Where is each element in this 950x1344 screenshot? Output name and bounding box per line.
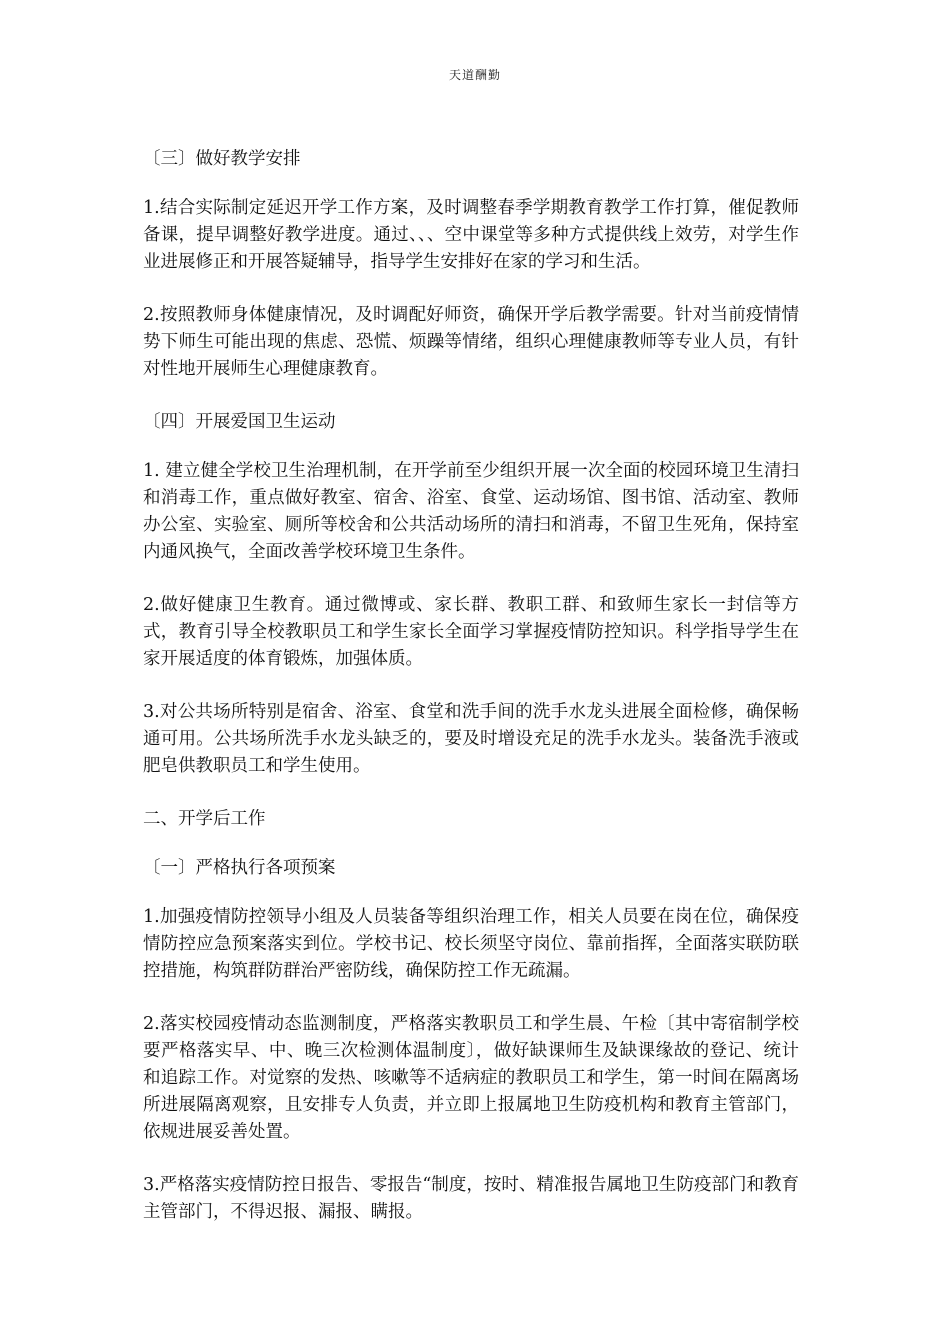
paragraph: 3.对公共场所特别是宿舍、浴室、食堂和洗手间的洗手水龙头进展全面检修，确保畅通可用。公共场所洗手水龙头缺乏的，要及时增设充足的洗手水龙头。装备洗手液或肥皂供教职员工和学生使用。 bbox=[143, 702, 799, 776]
paragraph: 2.落实校园疫情动态监测制度，严格落实教职员工和学生晨、午检〔其中寄宿制学校要严格落实早、中、晚三次检测体温制度〕，做好缺课师生及缺课缘故的登记、统计和追踪工作。对觉察的发热、咳嗽等不适病症的教职员工和学生，第一时间在隔离场所进展隔离观察，且安排专人负责，并立即上报属地卫生防疫机构和教育主管部门，依规进展妥善处置。 bbox=[143, 1014, 799, 1142]
paragraph: 1. 建立健全学校卫生治理机制，在开学前至少组织开展一次全面的校园环境卫生清扫和消毒工作，重点做好教室、宿舍、浴室、食堂、运动场馆、图书馆、活动室、教师办公室、实验室、厕所等校舍和公共活动场所的清扫和消毒，不留卫生死角，保持室内通风换气，全面改善学校环境卫生条件。 bbox=[143, 461, 799, 562]
section-heading-3: 〔三〕做好教学安排 bbox=[143, 149, 301, 169]
chapter-heading: 二、开学后工作 bbox=[143, 809, 266, 829]
page-header: 天道酬勤 bbox=[448, 68, 501, 82]
document-body bbox=[143, 146, 799, 1252]
paragraph: 2.做好健康卫生教育。通过微博或、家长群、教职工群、和致师生家长一封信等方式，教育引导全校教职员工和学生家长全面学习掌握疫情防控知识。科学指导学生在家开展适度的体育锻炼，加强体质。 bbox=[143, 595, 799, 669]
section-heading-4: 〔四〕开展爱国卫生运动 bbox=[143, 412, 336, 432]
paragraph: 3.严格落实疫情防控日报告、零报告“制度，按时、精准报告属地卫生防疫部门和教育主管部门，不得迟报、漏报、瞒报。 bbox=[143, 1175, 799, 1222]
paragraph: 1.结合实际制定延迟开学工作方案，及时调整春季学期教育教学工作打算，催促教师备课，提早调整好教学进度。通过、、、空中课堂等多种方式提供线上效劳，对学生作业进展修正和开展答疑辅导，指导学生安排好在家的学习和生活。 bbox=[143, 198, 799, 272]
paragraph: 1.加强疫情防控领导小组及人员装备等组织治理工作，相关人员要在岗在位，确保疫情防控应急预案落实到位。学校书记、校长须坚守岗位、靠前指挥，全面落实联防联控措施，构筑群防群治严密防线，确保防控工作无疏漏。 bbox=[143, 907, 799, 981]
paragraph: 2.按照教师身体健康情况，及时调配好师资，确保开学后教学需要。针对当前疫情情势下师生可能出现的焦虑、恐慌、烦躁等情绪，组织心理健康教师等专业人员，有针对性地开展师生心理健康教育。 bbox=[143, 305, 799, 379]
section-heading-1: 〔一〕严格执行各项预案 bbox=[143, 858, 336, 878]
